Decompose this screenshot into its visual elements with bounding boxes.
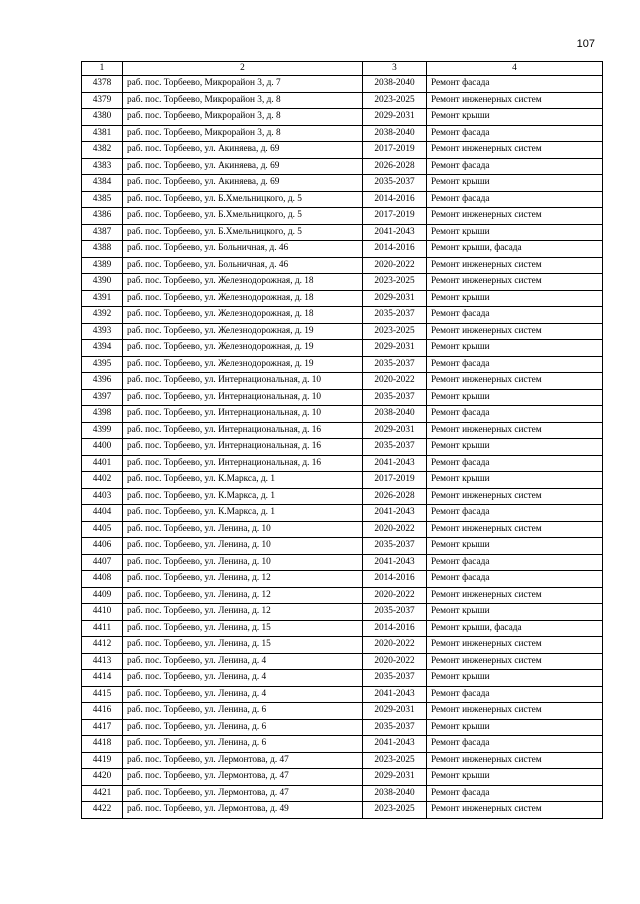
row-number-cell: 4409	[82, 587, 123, 604]
work-type-cell: Ремонт крыши	[427, 175, 603, 192]
table-row	[82, 769, 603, 786]
table-row	[82, 389, 603, 406]
period-cell: 2023-2025	[363, 323, 427, 340]
address-cell: раб. пос. Торбеево, ул. Лермонтова, д. 47	[123, 769, 363, 786]
address-cell: раб. пос. Торбеево, ул. Акиняева, д. 69	[123, 158, 363, 175]
period-cell: 2041-2043	[363, 455, 427, 472]
period-cell: 2038-2040	[363, 785, 427, 802]
row-number-cell: 4385	[82, 191, 123, 208]
table-row	[82, 637, 603, 654]
column-header-address: 2	[123, 62, 363, 76]
work-type-cell: Ремонт фасада	[427, 191, 603, 208]
table-row	[82, 340, 603, 357]
work-type-cell: Ремонт инженерных систем	[427, 92, 603, 109]
address-cell: раб. пос. Торбеево, ул. К.Маркса, д. 1	[123, 488, 363, 505]
work-type-cell: Ремонт крыши	[427, 769, 603, 786]
table-row	[82, 373, 603, 390]
work-type-cell: Ремонт крыши, фасада	[427, 620, 603, 637]
address-cell: раб. пос. Торбеево, ул. Железнодорожная, д. 18	[123, 290, 363, 307]
row-number-cell: 4407	[82, 554, 123, 571]
work-type-cell: Ремонт фасада	[427, 455, 603, 472]
work-type-cell: Ремонт инженерных систем	[427, 373, 603, 390]
address-cell: раб. пос. Торбеево, ул. Железнодорожная, д. 19	[123, 356, 363, 373]
row-number-cell: 4421	[82, 785, 123, 802]
period-cell: 2017-2019	[363, 208, 427, 225]
column-header-number: 1	[82, 62, 123, 76]
work-type-cell: Ремонт инженерных систем	[427, 653, 603, 670]
row-number-cell: 4420	[82, 769, 123, 786]
address-cell: раб. пос. Торбеево, ул. Интернациональная, д. 10	[123, 389, 363, 406]
address-cell: раб. пос. Торбеево, ул. Интернациональная, д. 10	[123, 406, 363, 423]
address-cell: раб. пос. Торбеево, ул. Интернациональная, д. 16	[123, 422, 363, 439]
address-cell: раб. пос. Торбеево, ул. Ленина, д. 15	[123, 637, 363, 654]
period-cell: 2014-2016	[363, 620, 427, 637]
address-cell: раб. пос. Торбеево, ул. Ленина, д. 10	[123, 538, 363, 555]
address-cell: раб. пос. Торбеево, ул. Больничная, д. 46	[123, 241, 363, 258]
row-number-cell: 4380	[82, 109, 123, 126]
address-cell: раб. пос. Торбеево, ул. Ленина, д. 10	[123, 521, 363, 538]
address-cell: раб. пос. Торбеево, ул. Лермонтова, д. 47	[123, 785, 363, 802]
work-type-cell: Ремонт фасада	[427, 406, 603, 423]
table-row	[82, 653, 603, 670]
address-cell: раб. пос. Торбеево, ул. Интернациональная, д. 16	[123, 439, 363, 456]
work-type-cell: Ремонт фасада	[427, 307, 603, 324]
row-number-cell: 4381	[82, 125, 123, 142]
row-number-cell: 4388	[82, 241, 123, 258]
address-cell: раб. пос. Торбеево, ул. Ленина, д. 10	[123, 554, 363, 571]
work-type-cell: Ремонт инженерных систем	[427, 752, 603, 769]
row-number-cell: 4392	[82, 307, 123, 324]
repair-schedule-table	[81, 61, 603, 819]
work-type-cell: Ремонт крыши	[427, 109, 603, 126]
table-row	[82, 455, 603, 472]
address-cell: раб. пос. Торбеево, ул. Железнодорожная, д. 18	[123, 307, 363, 324]
row-number-cell: 4378	[82, 76, 123, 93]
table-row	[82, 604, 603, 621]
period-cell: 2020-2022	[363, 257, 427, 274]
period-cell: 2026-2028	[363, 158, 427, 175]
table-row	[82, 158, 603, 175]
work-type-cell: Ремонт фасада	[427, 571, 603, 588]
row-number-cell: 4403	[82, 488, 123, 505]
work-type-cell: Ремонт инженерных систем	[427, 488, 603, 505]
table-row	[82, 736, 603, 753]
row-number-cell: 4413	[82, 653, 123, 670]
period-cell: 2035-2037	[363, 175, 427, 192]
period-cell: 2014-2016	[363, 191, 427, 208]
address-cell: раб. пос. Торбеево, ул. К.Маркса, д. 1	[123, 472, 363, 489]
row-number-cell: 4395	[82, 356, 123, 373]
row-number-cell: 4404	[82, 505, 123, 522]
period-cell: 2020-2022	[363, 521, 427, 538]
row-number-cell: 4411	[82, 620, 123, 637]
table-row	[82, 670, 603, 687]
work-type-cell: Ремонт крыши, фасада	[427, 241, 603, 258]
table-row	[82, 488, 603, 505]
address-cell: раб. пос. Торбеево, ул. Акиняева, д. 69	[123, 142, 363, 159]
work-type-cell: Ремонт крыши	[427, 604, 603, 621]
period-cell: 2023-2025	[363, 274, 427, 291]
address-cell: раб. пос. Торбеево, Микрорайон 3, д. 8	[123, 92, 363, 109]
address-cell: раб. пос. Торбеево, ул. К.Маркса, д. 1	[123, 505, 363, 522]
period-cell: 2026-2028	[363, 488, 427, 505]
work-type-cell: Ремонт инженерных систем	[427, 637, 603, 654]
table-row	[82, 785, 603, 802]
table-row	[82, 571, 603, 588]
address-cell: раб. пос. Торбеево, ул. Ленина, д. 15	[123, 620, 363, 637]
work-type-cell: Ремонт фасада	[427, 356, 603, 373]
table-row	[82, 125, 603, 142]
table-row	[82, 719, 603, 736]
work-type-cell: Ремонт крыши	[427, 472, 603, 489]
table-row	[82, 92, 603, 109]
row-number-cell: 4418	[82, 736, 123, 753]
period-cell: 2023-2025	[363, 92, 427, 109]
table-row	[82, 142, 603, 159]
work-type-cell: Ремонт фасада	[427, 505, 603, 522]
period-cell: 2035-2037	[363, 604, 427, 621]
table-row	[82, 554, 603, 571]
address-cell: раб. пос. Торбеево, ул. Железнодорожная, д. 19	[123, 323, 363, 340]
table-header-row	[82, 62, 603, 76]
period-cell: 2041-2043	[363, 736, 427, 753]
row-number-cell: 4390	[82, 274, 123, 291]
address-cell: раб. пос. Торбеево, ул. Лермонтова, д. 49	[123, 802, 363, 819]
work-type-cell: Ремонт фасада	[427, 736, 603, 753]
table-row	[82, 752, 603, 769]
table-row	[82, 356, 603, 373]
work-type-cell: Ремонт крыши	[427, 538, 603, 555]
row-number-cell: 4412	[82, 637, 123, 654]
period-cell: 2017-2019	[363, 142, 427, 159]
table-row	[82, 686, 603, 703]
work-type-cell: Ремонт крыши	[427, 290, 603, 307]
period-cell: 2020-2022	[363, 373, 427, 390]
work-type-cell: Ремонт инженерных систем	[427, 521, 603, 538]
row-number-cell: 4419	[82, 752, 123, 769]
period-cell: 2035-2037	[363, 670, 427, 687]
address-cell: раб. пос. Торбеево, ул. Интернациональная, д. 16	[123, 455, 363, 472]
work-type-cell: Ремонт инженерных систем	[427, 587, 603, 604]
row-number-cell: 4389	[82, 257, 123, 274]
period-cell: 2041-2043	[363, 224, 427, 241]
row-number-cell: 4398	[82, 406, 123, 423]
table-row	[82, 175, 603, 192]
address-cell: раб. пос. Торбеево, ул. Ленина, д. 4	[123, 686, 363, 703]
period-cell: 2020-2022	[363, 637, 427, 654]
address-cell: раб. пос. Торбеево, ул. Больничная, д. 46	[123, 257, 363, 274]
row-number-cell: 4406	[82, 538, 123, 555]
work-type-cell: Ремонт крыши	[427, 439, 603, 456]
work-type-cell: Ремонт фасада	[427, 554, 603, 571]
row-number-cell: 4391	[82, 290, 123, 307]
address-cell: раб. пос. Торбеево, ул. Б.Хмельницкого, д. 5	[123, 224, 363, 241]
period-cell: 2041-2043	[363, 505, 427, 522]
column-header-period: 3	[363, 62, 427, 76]
period-cell: 2023-2025	[363, 802, 427, 819]
row-number-cell: 4410	[82, 604, 123, 621]
period-cell: 2029-2031	[363, 703, 427, 720]
table-row	[82, 439, 603, 456]
address-cell: раб. пос. Торбеево, ул. Ленина, д. 6	[123, 736, 363, 753]
row-number-cell: 4416	[82, 703, 123, 720]
work-type-cell: Ремонт инженерных систем	[427, 257, 603, 274]
work-type-cell: Ремонт фасада	[427, 76, 603, 93]
period-cell: 2020-2022	[363, 653, 427, 670]
address-cell: раб. пос. Торбеево, ул. Лермонтова, д. 47	[123, 752, 363, 769]
address-cell: раб. пос. Торбеево, ул. Ленина, д. 6	[123, 719, 363, 736]
work-type-cell: Ремонт инженерных систем	[427, 703, 603, 720]
table-row	[82, 422, 603, 439]
table-row	[82, 587, 603, 604]
period-cell: 2035-2037	[363, 538, 427, 555]
work-type-cell: Ремонт крыши	[427, 719, 603, 736]
work-type-cell: Ремонт фасада	[427, 686, 603, 703]
row-number-cell: 4379	[82, 92, 123, 109]
row-number-cell: 4400	[82, 439, 123, 456]
work-type-cell: Ремонт фасада	[427, 785, 603, 802]
work-type-cell: Ремонт инженерных систем	[427, 323, 603, 340]
row-number-cell: 4394	[82, 340, 123, 357]
period-cell: 2038-2040	[363, 406, 427, 423]
row-number-cell: 4387	[82, 224, 123, 241]
row-number-cell: 4408	[82, 571, 123, 588]
work-type-cell: Ремонт инженерных систем	[427, 208, 603, 225]
work-type-cell: Ремонт крыши	[427, 670, 603, 687]
row-number-cell: 4405	[82, 521, 123, 538]
period-cell: 2038-2040	[363, 125, 427, 142]
row-number-cell: 4383	[82, 158, 123, 175]
address-cell: раб. пос. Торбеево, ул. Ленина, д. 12	[123, 604, 363, 621]
table-row	[82, 472, 603, 489]
table-row	[82, 505, 603, 522]
table-body	[82, 76, 603, 819]
table-row	[82, 191, 603, 208]
address-cell: раб. пос. Торбеево, ул. Железнодорожная, д. 19	[123, 340, 363, 357]
row-number-cell: 4414	[82, 670, 123, 687]
address-cell: раб. пос. Торбеево, ул. Ленина, д. 12	[123, 587, 363, 604]
period-cell: 2014-2016	[363, 241, 427, 258]
table-row	[82, 323, 603, 340]
table-row	[82, 257, 603, 274]
page-number: 107	[576, 38, 595, 50]
table-row	[82, 109, 603, 126]
table-row	[82, 406, 603, 423]
work-type-cell: Ремонт инженерных систем	[427, 802, 603, 819]
work-type-cell: Ремонт крыши	[427, 224, 603, 241]
row-number-cell: 4422	[82, 802, 123, 819]
row-number-cell: 4417	[82, 719, 123, 736]
work-type-cell: Ремонт крыши	[427, 389, 603, 406]
period-cell: 2029-2031	[363, 290, 427, 307]
address-cell: раб. пос. Торбеево, ул. Ленина, д. 6	[123, 703, 363, 720]
row-number-cell: 4384	[82, 175, 123, 192]
row-number-cell: 4393	[82, 323, 123, 340]
work-type-cell: Ремонт инженерных систем	[427, 274, 603, 291]
row-number-cell: 4386	[82, 208, 123, 225]
period-cell: 2035-2037	[363, 389, 427, 406]
period-cell: 2029-2031	[363, 109, 427, 126]
row-number-cell: 4415	[82, 686, 123, 703]
row-number-cell: 4401	[82, 455, 123, 472]
table-row	[82, 307, 603, 324]
period-cell: 2029-2031	[363, 422, 427, 439]
table-row	[82, 290, 603, 307]
period-cell: 2035-2037	[363, 719, 427, 736]
period-cell: 2035-2037	[363, 356, 427, 373]
address-cell: раб. пос. Торбеево, ул. Акиняева, д. 69	[123, 175, 363, 192]
table-row	[82, 241, 603, 258]
row-number-cell: 4399	[82, 422, 123, 439]
work-type-cell: Ремонт фасада	[427, 125, 603, 142]
table-row	[82, 620, 603, 637]
table-row	[82, 76, 603, 93]
table-row	[82, 224, 603, 241]
work-type-cell: Ремонт инженерных систем	[427, 422, 603, 439]
period-cell: 2038-2040	[363, 76, 427, 93]
address-cell: раб. пос. Торбеево, ул. Ленина, д. 4	[123, 653, 363, 670]
work-type-cell: Ремонт фасада	[427, 158, 603, 175]
table-row	[82, 208, 603, 225]
period-cell: 2020-2022	[363, 587, 427, 604]
address-cell: раб. пос. Торбеево, ул. Б.Хмельницкого, д. 5	[123, 208, 363, 225]
address-cell: раб. пос. Торбеево, Микрорайон 3, д. 8	[123, 109, 363, 126]
period-cell: 2023-2025	[363, 752, 427, 769]
period-cell: 2035-2037	[363, 307, 427, 324]
period-cell: 2014-2016	[363, 571, 427, 588]
address-cell: раб. пос. Торбеево, Микрорайон 3, д. 8	[123, 125, 363, 142]
address-cell: раб. пос. Торбеево, ул. Б.Хмельницкого, д. 5	[123, 191, 363, 208]
period-cell: 2041-2043	[363, 686, 427, 703]
address-cell: раб. пос. Торбеево, Микрорайон 3, д. 7	[123, 76, 363, 93]
row-number-cell: 4402	[82, 472, 123, 489]
row-number-cell: 4396	[82, 373, 123, 390]
work-type-cell: Ремонт крыши	[427, 340, 603, 357]
period-cell: 2029-2031	[363, 769, 427, 786]
address-cell: раб. пос. Торбеево, ул. Железнодорожная, д. 18	[123, 274, 363, 291]
period-cell: 2017-2019	[363, 472, 427, 489]
table-row	[82, 538, 603, 555]
table-row	[82, 703, 603, 720]
address-cell: раб. пос. Торбеево, ул. Ленина, д. 12	[123, 571, 363, 588]
period-cell: 2035-2037	[363, 439, 427, 456]
row-number-cell: 4382	[82, 142, 123, 159]
table-row	[82, 274, 603, 291]
address-cell: раб. пос. Торбеево, ул. Интернациональная, д. 10	[123, 373, 363, 390]
row-number-cell: 4397	[82, 389, 123, 406]
address-cell: раб. пос. Торбеево, ул. Ленина, д. 4	[123, 670, 363, 687]
table-row	[82, 802, 603, 819]
period-cell: 2041-2043	[363, 554, 427, 571]
work-type-cell: Ремонт инженерных систем	[427, 142, 603, 159]
table-row	[82, 521, 603, 538]
period-cell: 2029-2031	[363, 340, 427, 357]
column-header-work-type: 4	[427, 62, 603, 76]
